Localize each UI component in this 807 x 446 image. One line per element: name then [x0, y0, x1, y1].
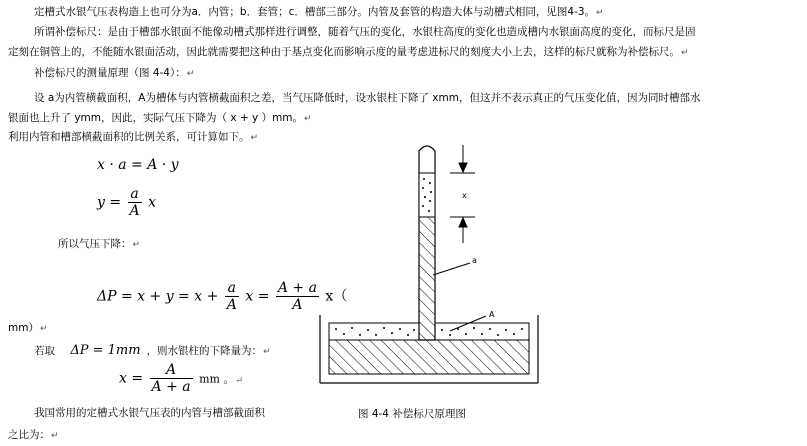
label-a: a [472, 256, 477, 265]
paragraph-common-ratio-line2: 之比为：↵ [8, 429, 59, 441]
label-x: x [462, 191, 467, 200]
paragraph-compensating-scale-line1: 所谓补偿标尺：是由于槽部水银面不能像动槽式那样进行调整，随着气压的变化，水银柱高度的变化也造成槽内水银面高度的变化，而标尺是固 [34, 26, 696, 38]
equation-x: x = $\frac{A}{A + a}$ mm 。↵ [119, 362, 243, 395]
equation-y: y = $\frac{a}{A}$ x [97, 186, 157, 219]
mm-close: mm）↵ [8, 322, 48, 334]
paragraph-common-ratio-line1: 我国常用的定槽式水银气压表的内管与槽部截面积 [34, 407, 265, 419]
paragraph-principle-line1: 设 a为内管横截面积，A为槽体与内管横截面积之差，当气压降低时，设水银柱下降了 xmm，但这并不表示真正的气压变化值，因为同时槽部水 [34, 92, 701, 104]
paragraph-structure: 定槽式水银气压表构造上也可分为a．内管；b．套管；c．槽部三部分。内管及套管的构造大体与动槽式相同，见图4-3。↵ [34, 6, 604, 18]
figure-caption: 图 4-4 补偿标尺原理图 [358, 408, 466, 420]
inner-tube [419, 146, 435, 340]
paragraph-ratio: 利用内管和槽部横截面积的比例关系，可计算如下。↵ [8, 131, 259, 143]
so-pressure-drop-text: 所以气压下降：↵ [58, 238, 141, 250]
label-A: A [489, 310, 495, 319]
paragraph-if-taken: 若取 ΔP = 1mm ，则水银柱的下降量为：↵ [34, 343, 271, 358]
equation-delta-p: ΔP = x + y = x + $\frac{a}{A}$ x = $\frac{A + a}{A}$ x（ [97, 280, 348, 313]
figure-compensating-scale-diagram [300, 135, 560, 390]
section-heading: 补偿标尺的测量原理（图 4-4）：↵ [34, 67, 195, 79]
paragraph-principle-line2: 银面也上升了 ymm，因此，实际气压下降为（ x + y ）mm。↵ [8, 112, 312, 124]
paragraph-compensating-scale-line2: 定刻在铜管上的，不能随水银面活动，因此就需要把这种由于基点变化而影响示度的量考虑进标尺的刻度大小上去，这样的标尺就称为补偿标尺。↵ [8, 46, 689, 58]
equation-xa-Ay: x · a = A · y [97, 157, 179, 173]
